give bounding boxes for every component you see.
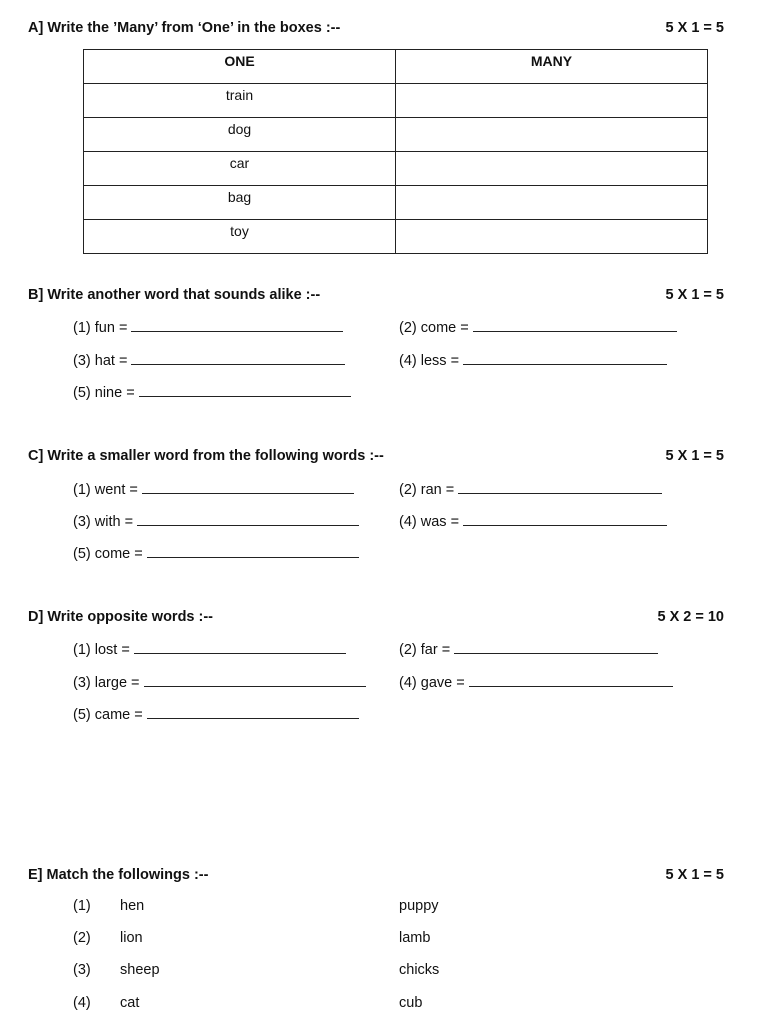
match-left-item: hen	[120, 898, 145, 914]
answer-blank[interactable]	[131, 351, 345, 365]
section-a-title: A] Write the ’Many’ from ‘One’ in the boxes :--	[28, 20, 341, 36]
section-c-title: C] Write a smaller word from the following words :--	[28, 448, 384, 464]
section-b-title: B] Write another word that sounds alike :--	[28, 287, 321, 303]
section-c-marks: 5 X 1 = 5	[665, 448, 724, 464]
answer-blank[interactable]	[131, 318, 343, 332]
question-item: (1) lost =	[73, 640, 346, 659]
answer-blank[interactable]	[469, 673, 673, 687]
match-right-item: chicks	[399, 962, 440, 978]
section-c	[28, 447, 724, 465]
question-item: (5) came =	[73, 705, 359, 724]
question-item: (3) with =	[73, 512, 359, 531]
match-number: (2)	[73, 930, 91, 946]
match-number: (4)	[73, 995, 91, 1011]
answer-blank[interactable]	[142, 480, 354, 494]
match-left-item: lion	[120, 930, 143, 946]
section-b-marks: 5 X 1 = 5	[665, 287, 724, 303]
match-right-item: lamb	[399, 930, 431, 946]
section-b	[28, 286, 724, 304]
header-many: MANY	[396, 50, 708, 84]
question-item: (5) come =	[73, 544, 359, 563]
match-left-item: sheep	[120, 962, 160, 978]
section-d-marks: 5 X 2 = 10	[657, 609, 724, 625]
section-d	[28, 608, 724, 626]
section-e-title: E] Match the followings :--	[28, 867, 209, 883]
match-right-item: cub	[399, 995, 423, 1011]
table-row	[84, 152, 708, 186]
one-cell: dog	[84, 118, 396, 152]
answer-blank[interactable]	[147, 544, 359, 558]
question-item: (4) was =	[399, 512, 667, 531]
table-row	[84, 220, 708, 254]
one-cell: train	[84, 84, 396, 118]
question-item: (3) hat =	[73, 351, 345, 370]
answer-blank[interactable]	[473, 318, 677, 332]
match-number: (1)	[73, 898, 91, 914]
answer-blank[interactable]	[458, 480, 662, 494]
answer-blank[interactable]	[137, 512, 359, 526]
question-item: (2) ran =	[399, 480, 662, 499]
section-e	[28, 866, 724, 884]
answer-blank[interactable]	[144, 673, 366, 687]
answer-blank[interactable]	[139, 383, 351, 397]
section-d-title: D] Write opposite words :--	[28, 609, 214, 625]
table-row	[84, 118, 708, 152]
answer-blank[interactable]	[454, 640, 658, 654]
match-number: (3)	[73, 962, 91, 978]
section-a	[28, 19, 724, 37]
answer-blank[interactable]	[134, 640, 346, 654]
section-c-heading	[28, 447, 724, 465]
one-cell: car	[84, 152, 396, 186]
many-answer-cell[interactable]	[396, 84, 708, 118]
many-answer-cell[interactable]	[396, 186, 708, 220]
question-item: (2) come =	[399, 318, 677, 337]
match-right-item: puppy	[399, 898, 439, 914]
many-answer-cell[interactable]	[396, 220, 708, 254]
many-answer-cell[interactable]	[396, 152, 708, 186]
one-cell: bag	[84, 186, 396, 220]
question-item: (4) gave =	[399, 673, 673, 692]
section-d-heading	[28, 608, 724, 626]
answer-blank[interactable]	[463, 512, 667, 526]
section-e-marks: 5 X 1 = 5	[665, 867, 724, 883]
question-item: (1) fun =	[73, 318, 343, 337]
answer-blank[interactable]	[147, 705, 359, 719]
section-b-heading	[28, 286, 724, 304]
answer-blank[interactable]	[463, 351, 667, 365]
section-a-heading	[28, 19, 724, 37]
question-item: (5) nine =	[73, 383, 351, 402]
match-left-item: cat	[120, 995, 140, 1011]
one-cell: toy	[84, 220, 396, 254]
table-row	[84, 84, 708, 118]
question-item: (3) large =	[73, 673, 366, 692]
table-header-row	[84, 50, 708, 84]
many-answer-cell[interactable]	[396, 118, 708, 152]
question-item: (4) less =	[399, 351, 667, 370]
table-row	[84, 186, 708, 220]
section-a-marks: 5 X 1 = 5	[665, 20, 724, 36]
header-one: ONE	[84, 50, 396, 84]
one-many-table	[83, 49, 708, 254]
section-e-heading	[28, 866, 724, 884]
question-item: (1) went =	[73, 480, 354, 499]
question-item: (2) far =	[399, 640, 658, 659]
